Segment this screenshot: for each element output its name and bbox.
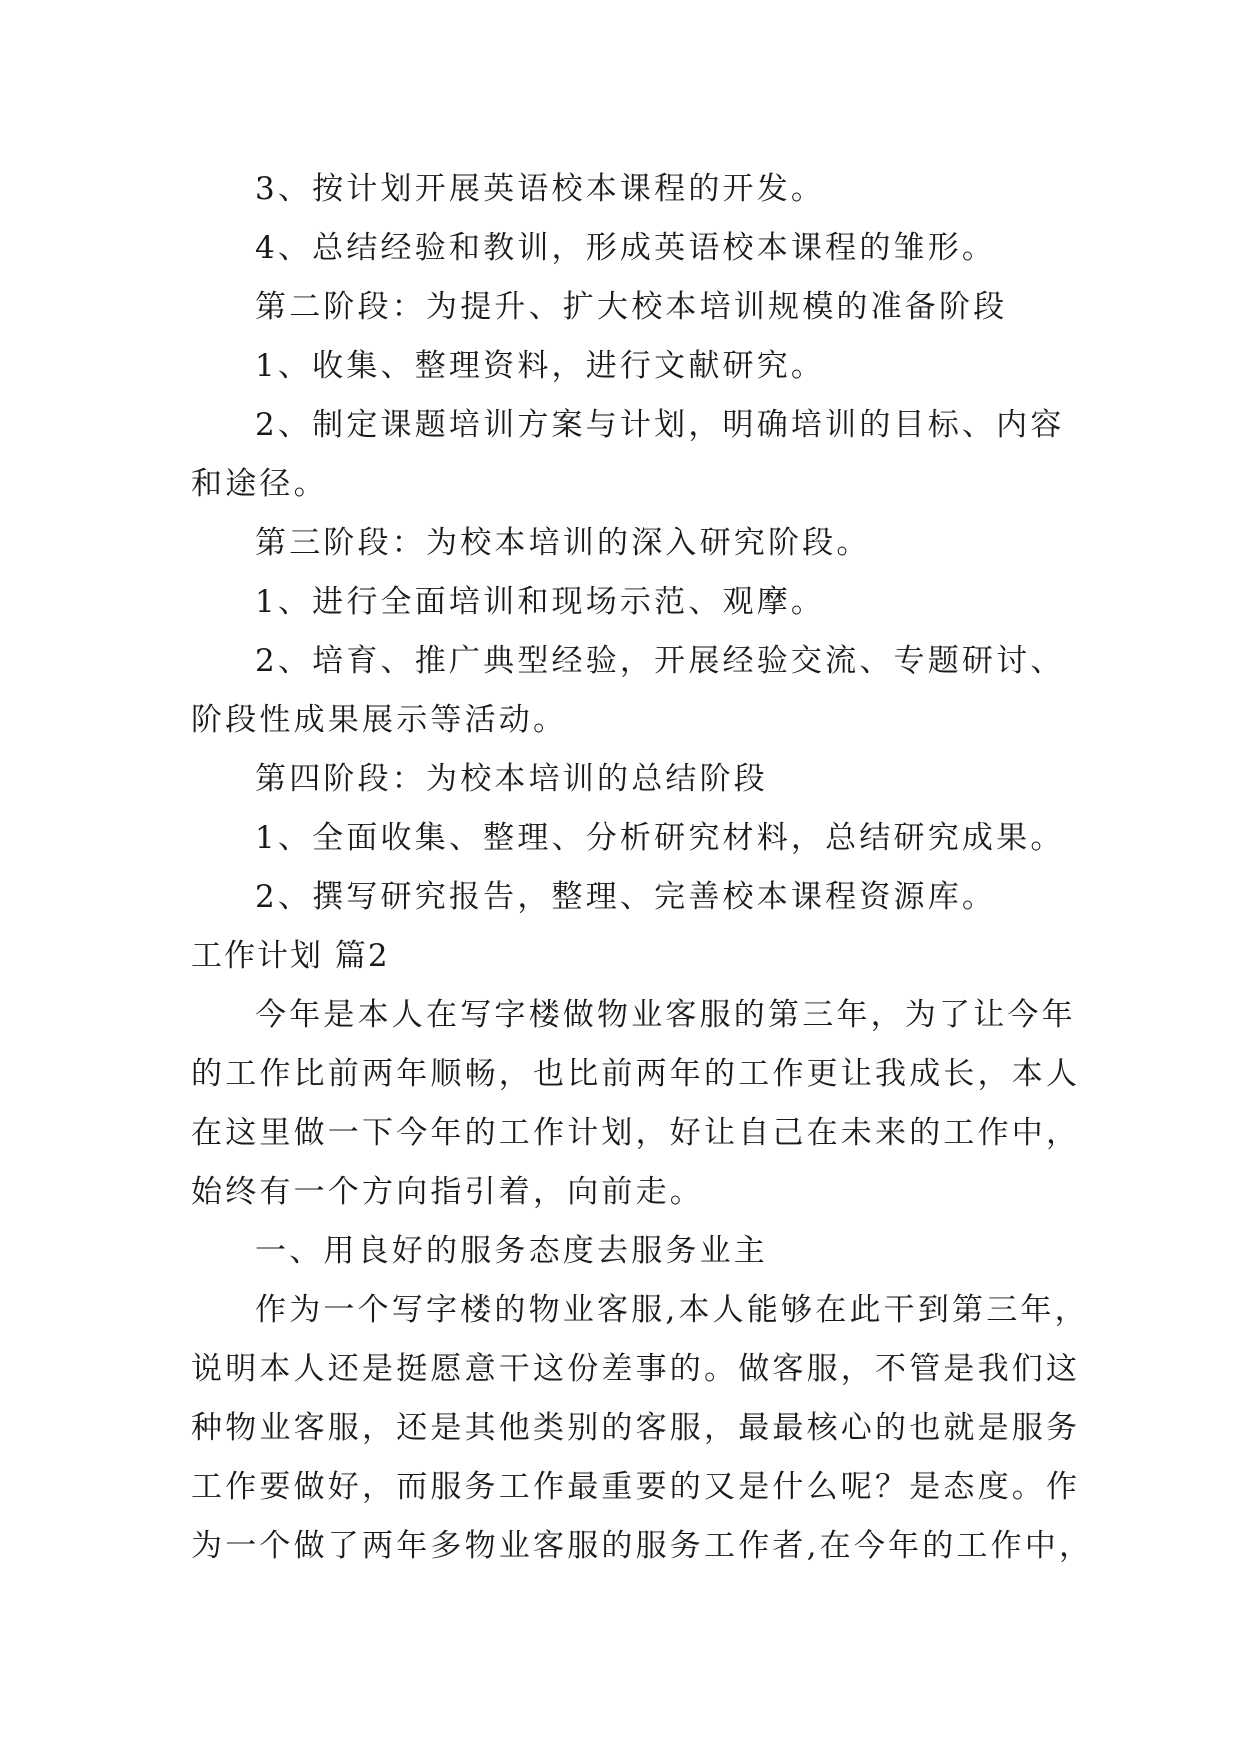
paragraph-line: 工作要做好，而服务工作最重要的又是什么呢？是态度。作: [191, 1469, 1081, 1505]
article-title: 工作计划 篇2: [191, 938, 390, 974]
text-line: 3、按计划开展英语校本课程的开发。: [255, 171, 826, 207]
text-line: 2、制定课题培训方案与计划，明确培训的目标、内容: [255, 407, 1065, 443]
section-heading: 第二阶段：为提升、扩大校本培训规模的准备阶段: [255, 289, 1008, 325]
text-line: 2、撰写研究报告，整理、完善校本课程资源库。: [255, 879, 997, 915]
section-heading: 第三阶段：为校本培训的深入研究阶段。: [255, 525, 871, 561]
paragraph-line: 作为一个写字楼的物业客服,本人能够在此干到第三年，: [255, 1292, 1089, 1328]
section-heading: 一、用良好的服务态度去服务业主: [255, 1233, 768, 1269]
text-line: 4、总结经验和教训，形成英语校本课程的雏形。: [255, 230, 997, 266]
paragraph-line: 今年是本人在写字楼做物业客服的第三年，为了让今年: [255, 997, 1076, 1033]
paragraph-line: 种物业客服，还是其他类别的客服，最最核心的也就是服务: [191, 1410, 1081, 1446]
text-line: 和途径。: [191, 466, 328, 502]
text-line: 2、培育、推广典型经验，开展经验交流、专题研讨、: [255, 643, 1065, 679]
paragraph-line: 说明本人还是挺愿意干这份差事的。做客服，不管是我们这: [191, 1351, 1081, 1387]
paragraph-line: 的工作比前两年顺畅，也比前两年的工作更让我成长，本人: [191, 1056, 1081, 1092]
paragraph-line: 始终有一个方向指引着，向前走。: [191, 1174, 704, 1210]
section-heading: 第四阶段：为校本培训的总结阶段: [255, 761, 768, 797]
text-line: 阶段性成果展示等活动。: [191, 702, 568, 738]
text-line: 1、进行全面培训和现场示范、观摩。: [255, 584, 826, 620]
paragraph-line: 为一个做了两年多物业客服的服务工作者,在今年的工作中，: [191, 1528, 1094, 1564]
text-line: 1、全面收集、整理、分析研究材料，总结研究成果。: [255, 820, 1065, 856]
text-line: 1、收集、整理资料，进行文献研究。: [255, 348, 826, 384]
paragraph-line: 在这里做一下今年的工作计划，好让自己在未来的工作中，: [191, 1115, 1081, 1151]
document-body: [191, 160, 1094, 1576]
